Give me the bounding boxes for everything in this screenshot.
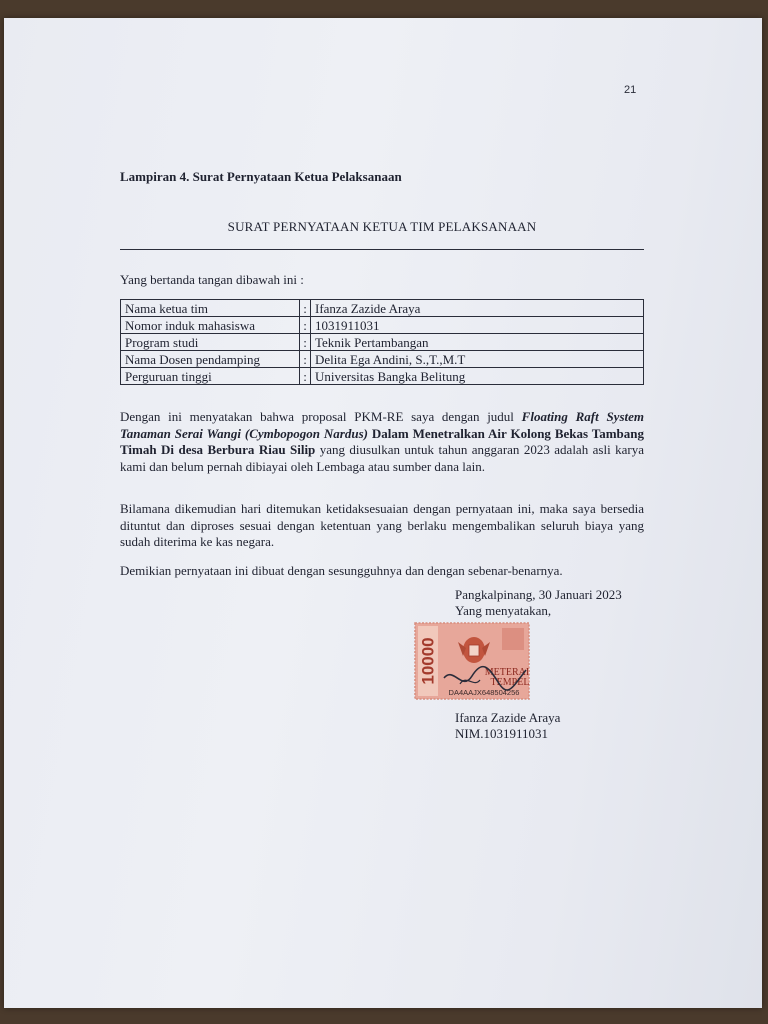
table-row bbox=[121, 317, 644, 334]
document-page bbox=[4, 18, 762, 1008]
row-value: Teknik Pertambangan bbox=[311, 334, 644, 351]
row-label: Nama ketua tim bbox=[121, 300, 300, 317]
row-label: Nomor induk mahasiswa bbox=[121, 317, 300, 334]
identity-table bbox=[120, 299, 644, 385]
stamp-label-tempel: TEMPEL bbox=[490, 677, 530, 688]
intro-text: Yang bertanda tangan dibawah ini : bbox=[120, 272, 304, 287]
table-row bbox=[121, 368, 644, 385]
place-date: Pangkalpinang, 30 Januari 2023 bbox=[455, 587, 622, 602]
meterai-stamp bbox=[414, 622, 530, 700]
table-row bbox=[121, 334, 644, 351]
statement-suffix: yang diusulkan untuk tahun anggaran 2023 adalah asli karya kami dan belum pernah dibiayai oleh Lembaga atau sumber dana lain. bbox=[120, 442, 644, 474]
statement-prefix: Dengan ini menyatakan bahwa proposal PKM-RE saya dengan judul bbox=[120, 409, 522, 424]
table-row bbox=[121, 300, 644, 317]
row-label: Nama Dosen pendamping bbox=[121, 351, 300, 368]
closing-paragraph: Demikian pernyataan ini dibuat dengan sesungguhnya dan dengan sebenar-benarnya. bbox=[120, 563, 563, 578]
row-value: 1031911031 bbox=[311, 317, 644, 334]
row-value: Ifanza Zazide Araya bbox=[311, 300, 644, 317]
row-separator: : bbox=[300, 351, 311, 368]
proposal-title-bold: Dalam Menetralkan Air Kolong Bekas Tambang Timah Di desa Berbura Riau Silip bbox=[120, 425, 645, 457]
row-label: Program studi bbox=[121, 334, 300, 351]
row-label: Perguruan tinggi bbox=[121, 368, 300, 385]
row-value: Universitas Bangka Belitung bbox=[311, 368, 644, 385]
stamp-value: 10000 bbox=[418, 637, 438, 685]
row-separator: : bbox=[300, 317, 311, 334]
hologram-icon bbox=[502, 628, 524, 650]
liability-paragraph: Bilamana dikemudian hari ditemukan ketidaksesuaian dengan pernyataan ini, maka saya bersedia dituntut dan diproses sesuai dengan ketentuan yang berlaku mengembalikan seluruh biaya yang sudah diterima ke kas negara. bbox=[120, 501, 644, 549]
row-value: Delita Ega Andini, S.,T.,M.T bbox=[311, 351, 644, 368]
stamp-serial: DA4AAJX648504256 bbox=[448, 688, 520, 697]
signer-nim: NIM.1031911031 bbox=[455, 726, 549, 741]
signer-name: Ifanza Zazide Araya bbox=[455, 710, 561, 725]
row-separator: : bbox=[300, 368, 311, 385]
page-number: 21 bbox=[624, 84, 637, 96]
table-row bbox=[121, 351, 644, 368]
signature-caption: Yang menyatakan, bbox=[455, 603, 552, 618]
title-underline bbox=[120, 249, 644, 250]
row-separator: : bbox=[300, 334, 311, 351]
appendix-title: Lampiran 4. Surat Pernyataan Ketua Pelaksanaan bbox=[120, 169, 402, 184]
row-separator: : bbox=[300, 300, 311, 317]
document-title: SURAT PERNYATAAN KETUA TIM PELAKSANAAN bbox=[227, 219, 537, 234]
statement-paragraph bbox=[120, 409, 644, 475]
proposal-title-italic: Floating Raft System Tanaman Serai Wangi (Cymbopogon Nardus) bbox=[120, 409, 645, 441]
stamp-label-meterai: METERAI bbox=[484, 667, 530, 678]
